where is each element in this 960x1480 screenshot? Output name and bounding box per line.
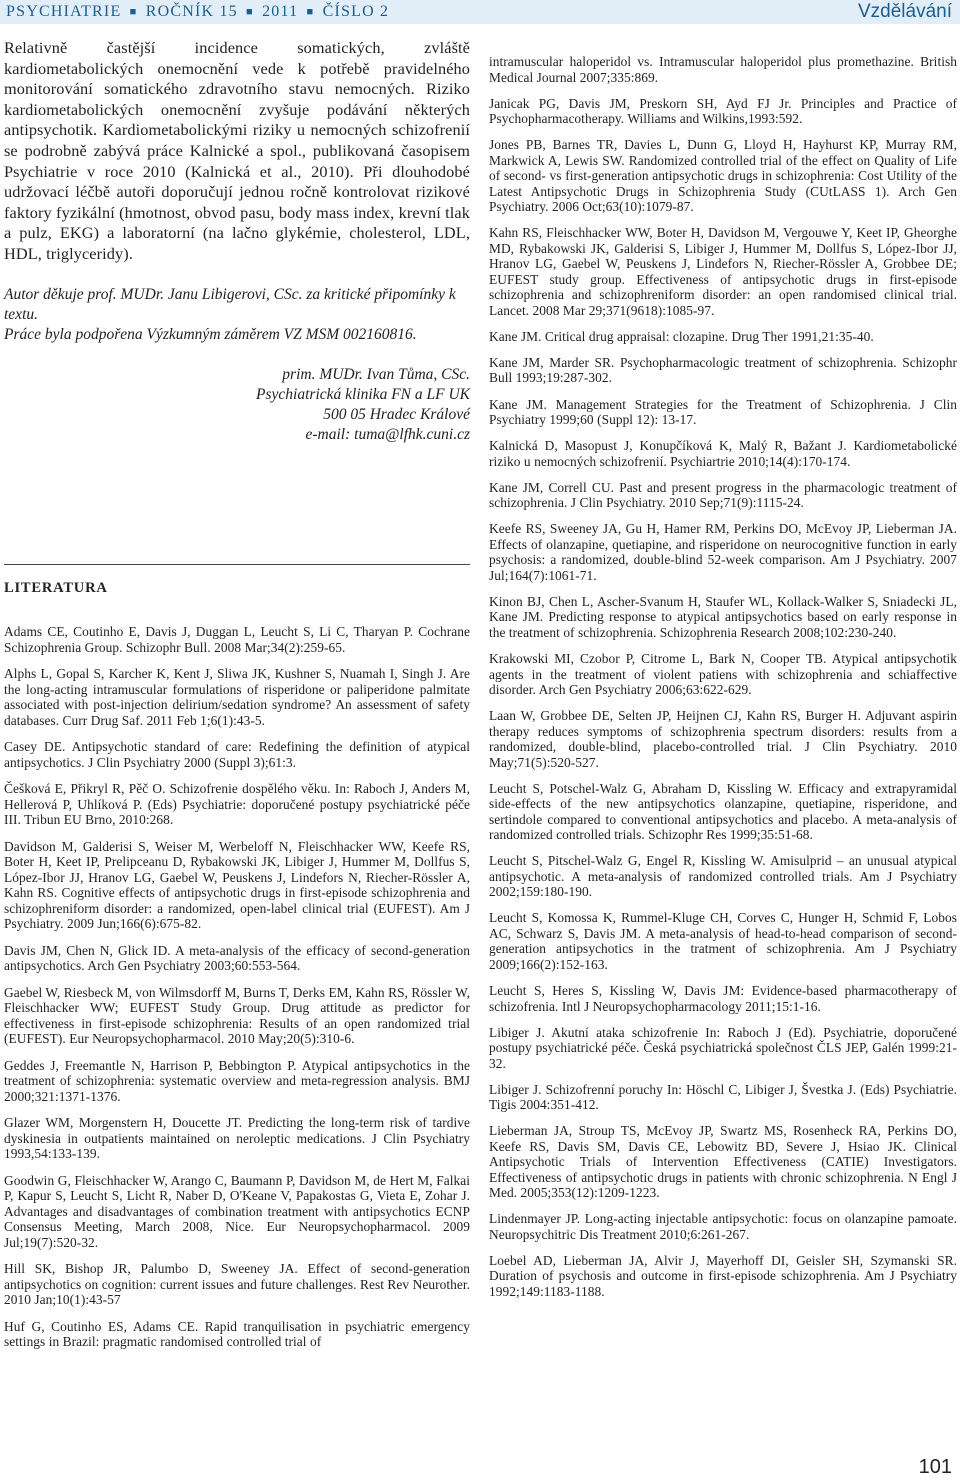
journal-volume: ROČNÍK 15	[145, 3, 238, 20]
acknowledgment-thanks: Autor děkuje prof. MUDr. Janu Libigerovi, CSc. za kritické připomínky k textu.	[4, 285, 456, 323]
separator-icon: ■	[306, 6, 315, 18]
author-signature	[4, 365, 470, 446]
journal-running-head	[6, 3, 389, 21]
reference-item: Leucht S, Komossa K, Rummel-Kluge CH, Corves C, Hunger H, Schmid F, Lobos AC, Schwarz S, Davis JM. A meta-analysis of head-to-head comparison of second-generation antipsychotics in the tratment of schizophrenia. Am J Psychiatry 2009;166(2):152-163.	[489, 910, 957, 972]
reference-item: Casey DE. Antipsychotic standard of care: Redefining the definition of atypical antipsychotics. J Clin Psychiatry 2000 (Suppl 3);61:3.	[4, 739, 470, 770]
reference-item: Glazer WM, Morgenstern H, Doucette JT. Predicting the long-term risk of tardive dyskinesia in outpatients maintained on neroleptic medications. J Clin Psychiatry 1993,54:133-139.	[4, 1115, 470, 1161]
reference-item: Loebel AD, Lieberman JA, Alvir J, Mayerhoff DI, Geisler SH, Szymanski SR. Duration of psychosis and outcome in first-episode schizophrenia. Am J Psychiatry 1992;149:1183-1188.	[489, 1252, 957, 1299]
reference-item: Janicak PG, Davis JM, Preskorn SH, Ayd FJ Jr. Principles and Practice of Psychopharmacotherapy. Williams and Wilkins,1993:592.	[489, 95, 957, 127]
reference-item: Kane JM, Correll CU. Past and present progress in the pharmacologic treatment of schizophrenia. J Clin Psychiatry. 2010 Sep;71(9):1115-24.	[489, 479, 957, 511]
reference-item: Libiger J. Schizofrenní poruchy In: Höschl C, Libiger J, Švestka J. (Eds) Psychiatrie. Tigis 2004:351-412.	[489, 1081, 957, 1113]
reference-item: Huf G, Coutinho ES, Adams CE. Rapid tranquilisation in psychiatric emergency settings in Brazil: pragmatic randomised controlled trial of	[4, 1318, 470, 1349]
journal-issue: ČÍSLO 2	[322, 3, 390, 20]
acknowledgment-support: Práce byla podpořena Výzkumným záměrem VZ MSM 002160816.	[4, 325, 417, 343]
reference-item: Gaebel W, Riesbeck M, von Wilmsdorff M, Burns T, Derks EM, Kahn RS, Rössler W, Fleischhacker WW; EUFEST Study Group. Drug attitude as predictor for effectiveness in first-episode schizophrenia: Results of an open randomized trial (EUFEST). Eur Neuropsychopharmacol. 2010 May;20(5):310-6.	[4, 984, 470, 1046]
reference-item: Davis JM, Chen N, Glick ID. A meta-analysis of the efficacy of second-generation antipsychotics. Arch Gen Psychiatry 2003;60:553-564.	[4, 942, 470, 973]
reference-item: Kane JM. Management Strategies for the Treatment of Schizophrenia. J Clin Psychiatry 1999;60 (Suppl 12): 13-17.	[489, 396, 957, 428]
reference-item: Češková E, Přikryl R, Pěč O. Schizofrenie dospělého věku. In: Raboch J, Anders M, Hellerová P, Uhlíková P. (Eds) Psychiatrie: doporučené postupy psychiatrické péče III. Tribun EU Brno, 2010:268.	[4, 781, 470, 827]
journal-year: 2011	[262, 3, 299, 20]
author-address: 500 05 Hradec Králové	[323, 405, 470, 423]
acknowledgment	[4, 285, 470, 345]
reference-item: Lindenmayer JP. Long-acting injectable antipsychotic: focus on olanzapine pamoate. Neuropsychitric Dis Treatment 2010;6:261-267.	[489, 1211, 957, 1242]
reference-list-left	[4, 624, 470, 1361]
reference-item: intramuscular haloperidol vs. Intramuscular haloperidol plus promethazine. British Medical Journal 2007;335:869.	[489, 54, 957, 85]
reference-item: Laan W, Grobbee DE, Selten JP, Heijnen CJ, Kahn RS, Burger H. Adjuvant aspirin therapy reduces symptoms of schizophrenia spectrum disorders: results from a randomized, double-blind, placebo-controlled trial. J Clin Psychiatry. 2010 May;71(5):520-527.	[489, 708, 957, 770]
reference-item: Kalnická D, Masopust J, Konupčíková K, Malý R, Bažant J. Kardiometabolické riziko u nemocných schizofrenií. Psychiartrie 2010;14(4):170-174.	[489, 438, 957, 469]
author-institution: Psychiatrická klinika FN a LF UK	[256, 385, 470, 403]
reference-item: Alphs L, Gopal S, Karcher K, Kent J, Sliwa JK, Kushner S, Nuamah I, Singh J. Are the long-acting intramuscular formulations of risperidone or paliperidone palmitate associated with post-injection delirium/sedation syndrome? An assessment of safety databases. Curr Drug Saf. 2011 Feb 1;6(1):43-5.	[4, 666, 470, 728]
reference-item: Leucht S, Heres S, Kissling W, Davis JM: Evidence-based pharmacotherapy of schizofrenia. Intl J Neuropsychopharmacology 2011;15:1-16.	[489, 983, 957, 1014]
page-number: 101	[918, 1456, 952, 1478]
separator-icon: ■	[129, 6, 138, 18]
reference-item: Kahn RS, Fleischhacker WW, Boter H, Davidson M, Vergouwe Y, Keet IP, Gheorghe MD, Rybakowski JK, Galderisi S, Libiger J, Hummer M, Dollfus S, López-Ibor JJ, Hranov LG, Gaebel W, Peuskens J, Lindefors N, Riecher-Rössler A, Grobbee DE; EUFEST study group. Effectiveness of antipsychotic drugs in first-episode schizophrenia and schizophreniform disorder: an open randomised clinical trial. Lancet. 2008 Mar 29;371(9618):1085-97.	[489, 225, 957, 318]
separator-icon: ■	[246, 6, 254, 18]
reference-item: Keefe RS, Sweeney JA, Gu H, Hamer RM, Perkins DO, McEvoy JP, Lieberman JA. Effects of olanzapine, quetiapine, and risperidone on neurocognitive function in early psychosis: a randomized, double-blind 52-week comparison. Am J Psychiatry. 2007 Jul;164(7):1061-71.	[489, 521, 957, 583]
reference-item: Geddes J, Freemantle N, Harrison P, Bebbington P. Atypical antipsychotics in the treatment of schizophrenia: systematic overview and meta-regression analysis. BMJ 2000;321:1371-1376.	[4, 1057, 470, 1104]
reference-item: Jones PB, Barnes TR, Davies L, Dunn G, Lloyd H, Hayhurst KP, Murray RM, Markwick A, Lewis SW. Randomized controlled trial of the effect on Quality of Life of second- vs first-generation antipsychotic drugs in schizophrenia: Cost Utility of the Latest Antipsychotic Drugs in Schizophrenia Study (CUtLASS 1). Arch Gen Psychiatry. 2006 Oct;63(10):1079-87.	[489, 137, 957, 215]
author-name: prim. MUDr. Ivan Tůma, CSc.	[282, 365, 470, 383]
right-column	[489, 54, 957, 1310]
reference-item: Hill SK, Bishop JR, Palumbo D, Sweeney JA. Effect of second-generation antipsychotics on cognition: current issues and future challenges. Rest Rev Neurother. 2010 Jan;10(1):43-57	[4, 1261, 470, 1307]
reference-item: Leucht S, Potschel-Walz G, Abraham D, Kissling W. Efficacy and extrapyramidal side-effects of the new antipsychotics olanzapine, quetiapine, risperidone, and sertindole compared to conventional antipsychotics and placebo. A meta-analysis of randomized controlled trials. Schizophr Res 1999;35:51-68.	[489, 780, 957, 843]
body-paragraph: Relativně častější incidence somatických, zvláště kardiometabolických onemocnění vede k potřebě pravidelného monitorování somatického zdravotního stavu nemocných. Riziko kardiometabolických onemocnění zvyšuje podávání některých antipsychotik. Kardiometabolickými riziky u nemocných schizofrenií se podrobně zabývá práce Kalnické a spol., publikovaná časopisem Psychiatrie v roce 2010 (Kalnická et al., 2010). Při dlouhodobé udržovací léčbě autoři doporučují jednou ročně kontrolovat rizikové faktory fyzikální (hmotnost, obvod pasu, body mass index, krevní tlak a pulz, EKG) a laboratorní (na lačno glykémie, cholesterol, LDL, HDL, triglyceridy).	[4, 38, 470, 263]
journal-name: PSYCHIATRIE	[6, 3, 122, 20]
author-email: e-mail: tuma@lfhk.cuni.cz	[305, 426, 470, 444]
reference-item: Kinon BJ, Chen L, Ascher-Svanum H, Staufer WL, Kollack-Walker S, Sniadecki JL, Kane JM. Predicting response to atypical antipsychotics based on early response in the treatment of schizophrenia. Schizophrenia Research 2008;102:230-240.	[489, 593, 957, 640]
reference-item: Goodwin G, Fleischhacker W, Arango C, Baumann P, Davidson M, de Hert M, Falkai P, Kapur S, Leucht S, Licht R, Naber D, O'Keane V, Papakostas G, Vieta E, Zohar J. Advantages and disadvantages of combination treatment with antipsychotics ECNP Consensus Meeting, March 2008, Nice. Eur Neuropsychopharmacol. 2009 Jul;19(7):520-32.	[4, 1172, 470, 1250]
reference-item: Davidson M, Galderisi S, Weiser M, Werbeloff N, Fleischhacker WW, Keefe RS, Boter H, Keet IP, Prelipceanu D, Rybakowski JK, Libiger J, Hummer M, Dollfus S, López-Ibor JJ, Hranov LG, Gaebel W, Peuskens J, Lindefors N, Riecher-Rössler A, Kahn RS. Cognitive effects of antipsychotic drugs in first-episode schizophrenia and schizophreniform disorder: a randomized, open-label clinical trial (EUFEST). Am J Psychiatry. 2009 Jun;166(6):675-82.	[4, 838, 470, 931]
reference-item: Adams CE, Coutinho E, Davis J, Duggan L, Leucht S, Li C, Tharyan P. Cochrane Schizophrenia Group. Schizophr Bull. 2008 Mar;34(2):259-65.	[4, 624, 470, 655]
reference-item: Kane JM, Marder SR. Psychopharmacologic treatment of schizophrenia. Schizophr Bull 1993;19:287-302.	[489, 354, 957, 386]
reference-item: Libiger J. Akutní ataka schizofrenie In: Raboch J (Ed). Psychiatrie, doporučené postupy psychiatrické péče. Česká psychiatrická společnost ČLS JEP, Galén 1999:21-32.	[489, 1024, 957, 1071]
reference-item: Krakowski MI, Czobor P, Citrome L, Bark N, Cooper TB. Atypical antipsychotik agents in the treatment of violent patiens with schizophrenia and schiaffective disorder. Arch Gen Psychiatry 2006;63:622-629.	[489, 651, 957, 698]
reference-item: Kane JM. Critical drug appraisal: clozapine. Drug Ther 1991,21:35-40.	[489, 328, 874, 344]
reference-item: Lieberman JA, Stroup TS, McEvoy JP, Swartz MS, Rosenheck RA, Perkins DO, Keefe RS, Davis SM, Davis CE, Lebowitz BD, Severe J, Hsiao JK. Clinical Antipsychotic Trials of Intervention Effectiveness (CATIE) Investigators. Effectiveness of antipsychotic drugs in patients with chronic schizophrenia. N Engl J Med. 2005;353(12):1209-1223.	[489, 1123, 957, 1201]
reference-item: Leucht S, Pitschel-Walz G, Engel R, Kissling W. Amisulprid – an unusual atypical antipsychotic. A meta-analysis of randomized controlled trials. Am J Psychiatry 2002;159:180-190.	[489, 853, 957, 900]
section-title: Vzdělávání	[857, 1, 952, 22]
left-column	[4, 38, 470, 1349]
section-divider	[4, 564, 470, 565]
journal-header	[0, 0, 960, 24]
literature-heading: LITERATURA	[4, 580, 108, 596]
